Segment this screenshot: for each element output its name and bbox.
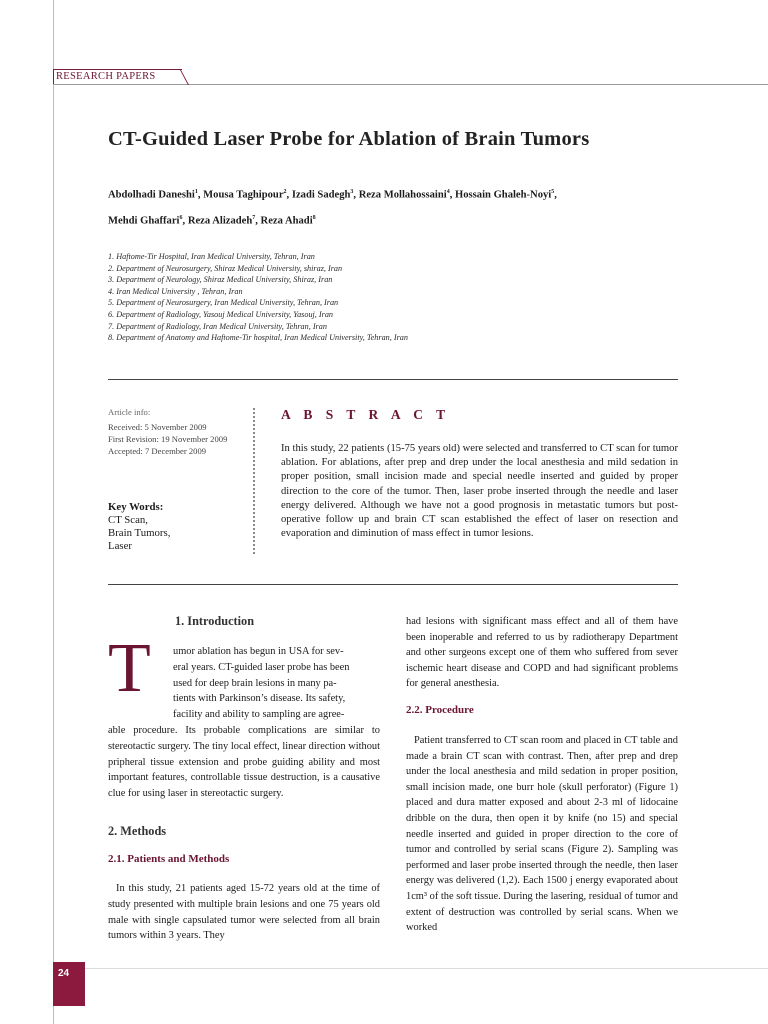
introduction-heading: 1. Introduction: [175, 614, 255, 628]
margin-vertical-rule: [53, 0, 54, 1024]
accepted-value: 7 December 2009: [144, 446, 207, 456]
article-info-heading: Article info:: [108, 407, 151, 417]
author-superscript: 2: [283, 189, 287, 195]
affiliation-item: 6. Department of Radiology, Yasouj Medical University, Yasouj, Iran: [108, 309, 334, 319]
author-name: Reza Mollahossaini: [358, 189, 447, 201]
article-title: CT-Guided Laser Probe for Ablation of Brain Tumors: [108, 128, 590, 150]
affiliation-list: [108, 251, 678, 344]
intro-line: tients with Parkinson’s disease. Its safety,: [173, 693, 346, 705]
author-superscript: 8: [312, 214, 316, 221]
right-column-paragraph-1: had lesions with significant mass effect and all of them have been inoperable and referred to us by radiotherapy Department and other surgeons except one of them who suffered from sever ischemic heart disease and COPD and had significant problems for general anesthesia.: [406, 616, 678, 690]
author-line-2: [108, 207, 678, 233]
author-superscript: 5: [551, 189, 555, 195]
footer-rule: [53, 968, 768, 969]
author-name: Izadi Sadegh: [291, 189, 351, 201]
column-divider-dotted: [253, 408, 255, 554]
intro-line: used for deep brain lesions in many pa-: [173, 677, 337, 689]
patients-methods-text: In this study, 21 patients aged 15-72 years old at the time of study presented with multiple brain lesions and one 75 years old male with single capsulated tumor were selected from all brain tumors within 3 years. They: [108, 883, 380, 942]
author-name: Mehdi Ghaffari: [108, 215, 180, 227]
author-separator: ,: [197, 189, 204, 201]
accepted-date: [108, 445, 253, 457]
accepted-label: Accepted:: [108, 446, 145, 456]
introduction-text: [108, 644, 380, 802]
revision-date: [108, 433, 253, 445]
revision-value: 19 November 2009: [161, 434, 228, 444]
author-superscript: 7: [252, 214, 256, 221]
author-name: Hossain Ghaleh-Noyi: [455, 189, 552, 201]
abstract-text: In this study, 22 patients (15-75 years old) were selected and transferred to CT scan for tumor ablation. For ablations, after prep and drep under the local anesthesia and mild sedation in proper position, small incision made and special needle inserted and guided by proper direction to the core of the tumor. Then, laser probe inserted through the needle and laser energy delivered. Although we have not a good prognosis in metastatic tumors but post-operative follow up and brain CT scan established the effect of laser on resection and evaporation and diminution of mass effect in tumor lesions.: [281, 443, 678, 540]
author-separator: ,: [554, 189, 557, 201]
author-name: Abdolhadi Daneshi: [108, 189, 195, 201]
keywords-heading: Key Words:: [108, 501, 164, 513]
section-label: RESEARCH PAPERS: [56, 71, 156, 82]
received-label: Received:: [108, 422, 145, 432]
affiliation-item: 1. Haftome-Tir Hospital, Iran Medical University, Tehran, Iran: [108, 252, 315, 261]
patients-methods-heading: 2.1. Patients and Methods: [108, 853, 230, 865]
article-info: [108, 406, 253, 457]
affiliation-item: 3. Department of Neurology, Shiraz Medical University, Shiraz, Iran: [108, 275, 333, 285]
author-name: Mousa Taghipour: [203, 189, 284, 201]
intro-line: facility and ability to sampling are agree-: [173, 709, 345, 721]
procedure-heading: 2.2. Procedure: [406, 704, 474, 716]
author-superscript: 1: [194, 189, 198, 195]
author-separator: ,: [286, 189, 292, 201]
header-rule: [53, 84, 768, 85]
affiliation-item: 2. Department of Neurosurgery, Shiraz Medical University, shiraz, Iran: [108, 263, 343, 273]
author-name: Reza Ahadi: [260, 215, 313, 227]
author-superscript: 4: [446, 189, 450, 195]
keywords: [108, 501, 253, 553]
page-number: 24: [58, 968, 70, 979]
methods-heading: 2. Methods: [108, 824, 167, 838]
drop-cap: T: [108, 630, 151, 707]
keyword-item: CT Scan,: [108, 514, 148, 526]
abstract-top-rule: [108, 379, 678, 380]
revision-label: First Revision:: [108, 434, 162, 444]
author-superscript: 3: [350, 189, 354, 195]
affiliation-item: 5. Department of Neurosurgery, Iran Medical University, Tehran, Iran: [108, 298, 339, 308]
abstract-bottom-rule: [108, 584, 678, 585]
keyword-item: Brain Tumors,: [108, 527, 171, 539]
received-date: [108, 421, 253, 433]
received-value: 5 November 2009: [144, 422, 207, 432]
author-separator: ,: [449, 189, 455, 201]
intro-paragraph-rest: able procedure. Its probable complications are similar to stereotactic surgery. The tiny local effect, linear direction without pripheral tissue extension and probe guiding ability and most important features, controllable tissue destruction, is a causative clue for using laser in stereotactic surgery.: [108, 724, 380, 800]
author-line-1: [108, 181, 678, 207]
abstract-heading: A B S T R A C T: [281, 407, 451, 422]
intro-line: umor ablation has begun in USA for sev-: [173, 646, 344, 657]
author-separator: ,: [182, 215, 188, 227]
affiliation-item: 4. Iran Medical University , Tehran, Iran: [108, 286, 243, 296]
keyword-item: Laser: [108, 540, 132, 552]
affiliation-item: 8. Department of Anatomy and Haftome-Tir hospital, Iran Medical University, Tehran, Iran: [108, 333, 408, 343]
author-list: [108, 181, 678, 232]
procedure-text: Patient transferred to CT scan room and placed in CT table and made a brain CT scan with contrast. Then, after prep and drep under the local anesthesia and mild sedation in proper position, small incision made, one burr hole (skull perforator) (Figure 1) placed and dura matter exposed and about 2-3 ml of lidocaine dribble on the dura, then open it by knife (no 15) and special needle inserted and guided in proper direction to the core of tumor and controlled by serial scans (Figure 2). Sampling was performed and laser probe inserted through the needle, then laser energy was delivered (1,2). Each 1500 j energy evaporated about 1cm³ of the soft tissue. During the lasering, residual of tumor and extent of destruction was controlled by serial scans. When we worked: [406, 735, 678, 934]
author-superscript: 6: [179, 214, 183, 221]
affiliation-item: 7. Department of Radiology, Iran Medical University, Tehran, Iran: [108, 321, 327, 331]
intro-line: eral years. CT-guided laser probe has been: [173, 661, 350, 673]
author-separator: ,: [255, 215, 261, 227]
author-separator: ,: [353, 189, 359, 201]
author-name: Reza Alizadeh: [187, 215, 253, 227]
